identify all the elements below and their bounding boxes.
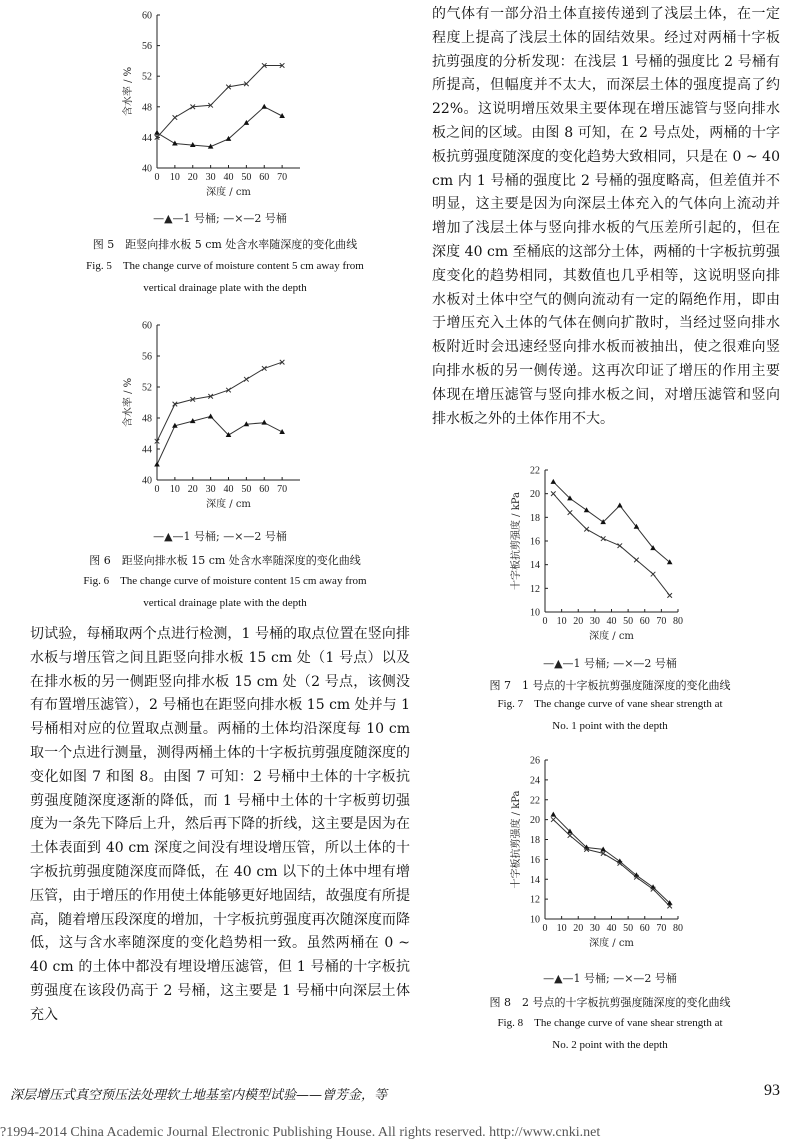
data-point-cross [244, 377, 249, 382]
data-point-cross [173, 115, 178, 120]
x-tick-label: 10 [169, 172, 180, 183]
series-line-2 [157, 66, 282, 138]
running-title: 深层增压式真空预压法处理软土地基室内模型试验——曾芳金，等 [10, 1088, 388, 1103]
y-tick-label: 14 [530, 560, 540, 572]
y-tick-label: 12 [530, 583, 540, 595]
x-tick-label: 70 [277, 484, 288, 495]
x-tick-label: 80 [673, 923, 683, 934]
series-line-2 [553, 494, 669, 596]
body-text-right [432, 3, 780, 431]
caption-en-fig8-line1: Fig. 8 The change curve of vane shear strength at [497, 1017, 723, 1029]
y-tick-label: 20 [530, 489, 540, 501]
x-tick-label: 50 [241, 484, 252, 495]
y-tick-label: 44 [142, 444, 152, 456]
x-tick-label: 40 [606, 616, 617, 627]
caption-zh-fig6: 图 6 距竖向排水板 15 cm 处含水率随深度的变化曲线 [89, 554, 361, 567]
series-line-1 [157, 107, 282, 147]
page-number: 93 [764, 1082, 780, 1099]
y-tick-label: 52 [142, 71, 152, 83]
data-point-triangle [551, 479, 557, 484]
data-point-cross [551, 491, 556, 496]
data-point-triangle [208, 413, 214, 418]
y-tick-label: 56 [142, 351, 152, 363]
x-axis-label: 深度 / cm [206, 499, 251, 510]
y-tick-label: 16 [530, 854, 540, 866]
data-point-triangle [172, 141, 178, 146]
caption-zh-fig7: 图 7 1 号点的十字板抗剪强度随深度的变化曲线 [489, 679, 731, 692]
data-point-triangle [551, 812, 557, 817]
data-point-cross [280, 360, 285, 365]
series-line-2 [157, 362, 282, 441]
x-axis-label: 深度 / cm [206, 187, 251, 198]
data-point-triangle [154, 462, 160, 467]
y-axis-label: 含水率 / % [123, 377, 134, 428]
x-tick-label: 60 [639, 923, 650, 934]
figure-7 [500, 462, 700, 647]
legend-fig6: —▲—1 号桶; —×—2 号桶 [153, 530, 287, 543]
caption-en-fig7 [440, 693, 780, 737]
y-tick-label: 10 [530, 914, 540, 926]
x-tick-label: 30 [589, 616, 600, 627]
y-tick-label: 48 [142, 413, 152, 425]
x-tick-label: 10 [556, 616, 567, 627]
x-axis-label: 深度 / cm [589, 631, 634, 642]
paragraph-right: 的气体有一部分沿土体直接传递到了浅层土体，在一定程度上提高了浅层土体的固结效果。经过对两桶十字板抗剪强度的分析发现：在浅层 1 号桶的强度比 2 号桶有所提高，但幅度并不太大，而深层土体的强度提高了约 22%。这说明增压效果主要体现在增压滤管与竖向排水板之间的区域。由图 8 可知，在 2 号点处，两桶的十字板抗剪强度随深度的变化趋势大致相同，只是在 0 ~ 40 cm 内 1 号桶的强度比 2 号桶的强度略高，但差值并不明显，这主要是因为向深层土体充入的气体向上流动并增加了浅层土体与竖向排水板的气压差所引起的，但在深度 40 cm 至桶底的这部分土体，两桶的十字板抗剪强度变化的趋势相同，其数值也几乎相等，这说明竖向排水板对土体中空气的侧向流动有一定的隔绝作用，即由于增压充入土体的气体在侧向扩散时，当经过竖向排水板附近时会迅速经竖向排水板而被抽出，使之很难向竖向排水板的另一侧传递。这再次印证了增压的作用主要体现在增压滤管与竖向排水板之间，对增压滤管和竖向排水板之外的土体作用不大。 [432, 6, 780, 427]
x-tick-label: 50 [623, 616, 634, 627]
y-tick-label: 12 [530, 894, 540, 906]
x-axis-label: 深度 / cm [589, 938, 634, 949]
y-axis-label: 十字板抗剪强度 / kPa [511, 790, 522, 889]
x-tick-label: 60 [639, 616, 650, 627]
series-line-1 [553, 482, 669, 563]
y-tick-label: 22 [530, 465, 540, 477]
y-tick-label: 22 [530, 795, 540, 807]
x-tick-label: 20 [187, 172, 198, 183]
data-point-cross [568, 833, 573, 838]
y-tick-label: 18 [530, 835, 540, 846]
caption-en-fig7-line1: Fig. 7 The change curve of vane shear strength at [497, 698, 723, 710]
x-tick-label: 40 [606, 923, 617, 934]
caption-en-fig8-line2: No. 2 point with the depth [552, 1039, 668, 1051]
caption-en-fig5 [20, 255, 430, 299]
y-tick-label: 14 [530, 874, 540, 886]
x-tick-label: 20 [187, 484, 198, 495]
caption-en-fig6 [20, 570, 430, 614]
caption-en-fig7-line2: No. 1 point with the depth [552, 720, 668, 732]
y-tick-label: 60 [142, 10, 152, 22]
x-tick-label: 40 [223, 172, 234, 183]
caption-zh-fig8: 图 8 2 号点的十字板抗剪强度随深度的变化曲线 [489, 996, 731, 1009]
body-text-left [30, 623, 410, 1028]
y-tick-label: 20 [530, 815, 540, 827]
x-tick-label: 0 [154, 172, 160, 183]
data-point-cross [262, 366, 267, 371]
x-tick-label: 40 [223, 484, 234, 495]
caption-en-fig6-line1: Fig. 6 The change curve of moisture content 15 cm away from [83, 575, 367, 587]
data-point-cross [667, 593, 672, 598]
x-tick-label: 30 [205, 172, 216, 183]
data-point-cross [226, 388, 231, 393]
caption-en-fig5-line1: Fig. 5 The change curve of moisture content 5 cm away from [86, 260, 364, 272]
y-tick-label: 48 [142, 102, 152, 114]
data-point-triangle [261, 420, 267, 425]
y-tick-label: 26 [530, 755, 540, 767]
x-tick-label: 10 [556, 923, 567, 934]
legend-fig8: —▲—1 号桶; —×—2 号桶 [543, 972, 677, 985]
caption-en-fig8 [440, 1012, 780, 1056]
data-point-triangle [617, 503, 623, 508]
chart-fig7 [500, 462, 700, 647]
y-tick-label: 52 [142, 382, 152, 394]
x-tick-label: 30 [589, 923, 600, 934]
caption-en-fig5-line2: vertical drainage plate with the depth [143, 282, 307, 294]
data-point-triangle [261, 104, 267, 109]
chart-fig5 [115, 5, 315, 200]
x-tick-label: 80 [673, 616, 683, 627]
y-tick-label: 40 [142, 475, 152, 487]
x-tick-label: 30 [205, 484, 216, 495]
data-point-cross [551, 817, 556, 822]
x-tick-label: 0 [154, 484, 160, 495]
data-point-cross [634, 558, 639, 563]
y-tick-label: 40 [142, 163, 152, 175]
x-tick-label: 0 [542, 616, 548, 627]
figure-6 [115, 315, 315, 515]
chart-fig8 [500, 752, 700, 952]
y-tick-label: 18 [530, 512, 540, 524]
figure-5 [115, 5, 315, 200]
data-point-triangle [584, 507, 590, 512]
data-point-cross [601, 536, 606, 541]
y-tick-label: 44 [142, 132, 152, 144]
y-axis-label: 含水率 / % [123, 66, 134, 117]
legend-fig5: —▲—1 号桶; —×—2 号桶 [153, 212, 287, 225]
x-tick-label: 70 [656, 616, 667, 627]
x-tick-label: 10 [169, 484, 180, 495]
x-tick-label: 50 [623, 923, 634, 934]
data-point-cross [651, 572, 656, 577]
y-tick-label: 56 [142, 41, 152, 53]
data-point-cross [584, 527, 589, 532]
x-tick-label: 70 [656, 923, 667, 934]
chart-fig6 [115, 315, 315, 515]
x-tick-label: 20 [573, 616, 584, 627]
x-tick-label: 70 [277, 172, 288, 183]
legend-fig7: —▲—1 号桶; —×—2 号桶 [543, 657, 677, 670]
x-tick-label: 60 [259, 172, 270, 183]
data-point-cross [568, 510, 573, 515]
y-tick-label: 16 [530, 536, 540, 548]
y-tick-label: 24 [530, 775, 540, 787]
copyright-line: ?1994-2014 China Academic Journal Electronic Publishing House. All rights reserved. http://www.cnki.net [0, 1125, 601, 1140]
figure-8 [500, 752, 700, 952]
paragraph-left: 切试验，每桶取两个点进行检测，1 号桶的取点位置在竖向排水板与增压管之间且距竖向排水板 15 cm 处（1 号点）以及在排水板的另一侧距竖向排水板 15 cm 处（2 号点，该侧没有布置增压滤管），2 号桶也在距竖向排水板 15 cm 处并与 1 号桶相对应的位置取点测量。两桶的土体均沿深度每 10 cm 取一个点进行测量，测得两桶土体的十字板抗剪强度随深度的变化如图 7 和图 8。由图 7 可知：2 号桶中土体的十字板抗剪强度随深度逐渐的降低，而 1 号桶中土体的十字板剪切强度为一条先下降后上升，然后再下降的折线，这主要是因为在土体表面到 40 cm 深度之间没有埋设增压管，所以土体的十字板抗剪强度随深度而降低，在 40 cm 以下的土体中埋有增压管，由于增压的作用使土体能够更好地固结，故强度有所提高，随着增压段深度的增加，十字板抗剪强度再次随深度而降低，这与含水率随深度的变化趋势相一致。虽然两桶在 0 ~ 40 cm 的土体中都没有埋设增压滤管，但 1 号桶的十字板抗剪强度在该段仍高于 2 号桶，这主要是 1 号桶中向深层土体充入 [30, 626, 410, 1023]
y-tick-label: 10 [530, 607, 540, 619]
data-point-triangle [154, 130, 160, 135]
x-tick-label: 60 [259, 484, 270, 495]
y-tick-label: 60 [142, 320, 152, 332]
caption-zh-fig5: 图 5 距竖向排水板 5 cm 处含水率随深度的变化曲线 [92, 238, 358, 251]
x-tick-label: 0 [542, 923, 548, 934]
caption-en-fig6-line2: vertical drainage plate with the depth [143, 597, 307, 609]
x-tick-label: 20 [573, 923, 584, 934]
data-point-cross [618, 543, 623, 548]
y-axis-label: 十字板抗剪强度 / kPa [511, 491, 522, 591]
x-tick-label: 50 [241, 172, 252, 183]
